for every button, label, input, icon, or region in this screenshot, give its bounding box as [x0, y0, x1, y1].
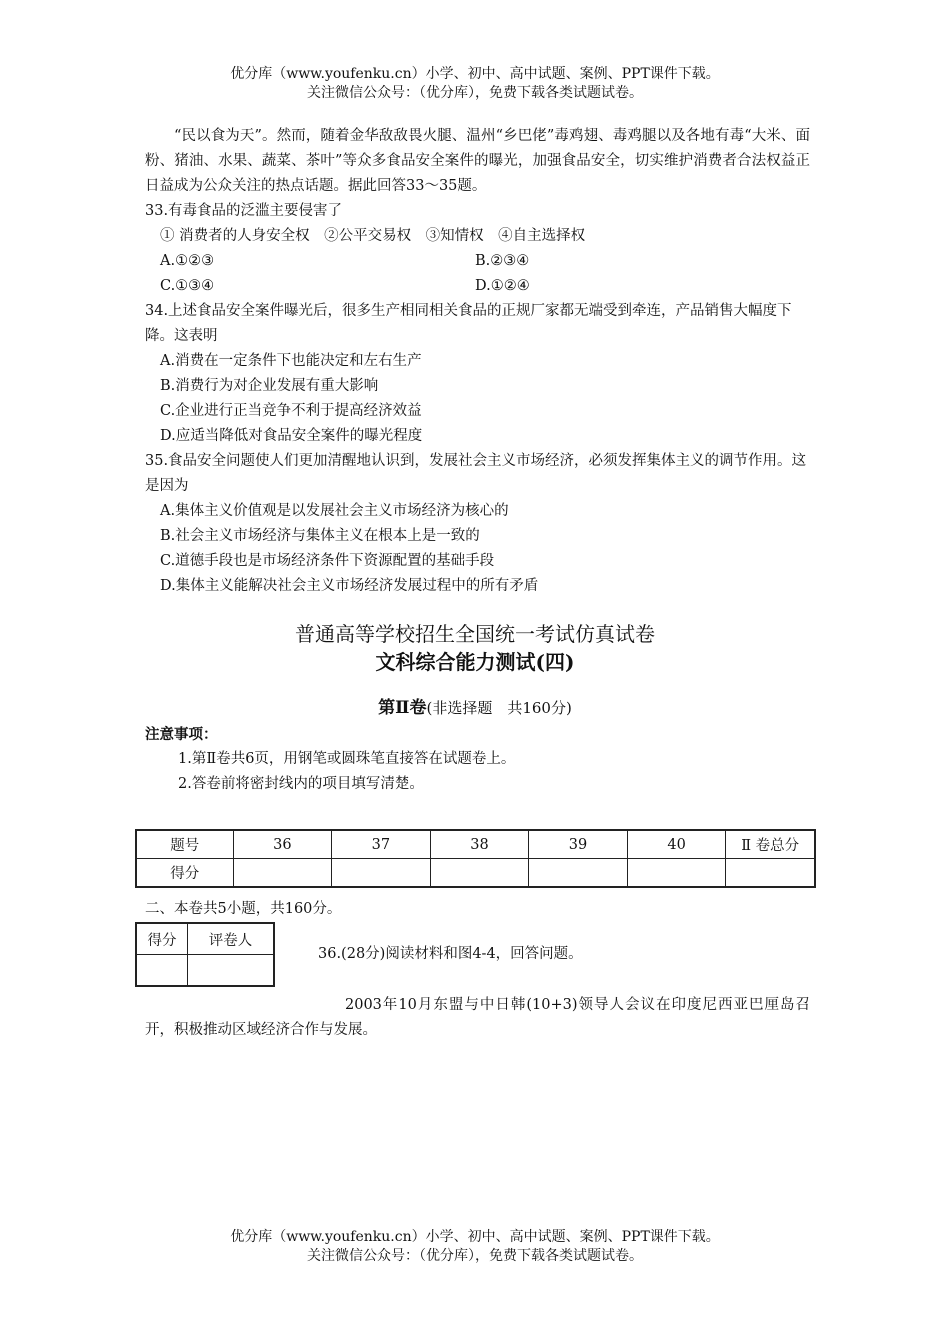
option-a: A.消费在一定条件下也能决定和左右生产 [160, 353, 422, 369]
score-cell-empty[interactable] [529, 859, 628, 888]
option-a: A.①②③ [160, 253, 215, 269]
page-header [0, 65, 950, 103]
table-cell: 题号 [136, 830, 233, 859]
grader-table [135, 922, 275, 987]
part-label: 第Ⅱ卷 [378, 698, 427, 718]
option-d: D.应适当降低对食品安全案件的曝光程度 [160, 428, 423, 444]
section-two-heading: 二、本卷共5小题，共160分。 [145, 901, 342, 917]
question-36-stem: 36.(28分)阅读材料和图4-4，回答问题。 [318, 946, 583, 962]
option-b: B.②③④ [475, 253, 530, 269]
table-row [136, 859, 815, 888]
grader-cell-empty[interactable] [188, 955, 275, 987]
table-row [136, 830, 815, 859]
part-description: (非选择题 共160分) [426, 699, 572, 717]
table-cell: 38 [430, 830, 529, 859]
option-b: B.消费行为对企业发展有重大影响 [160, 378, 379, 394]
table-cell: 得分 [136, 859, 233, 888]
score-cell-empty[interactable] [233, 859, 332, 888]
score-cell-empty[interactable] [136, 955, 188, 987]
exam-subtitle: 文科综合能力测试(四) [375, 650, 575, 674]
score-cell-empty[interactable] [726, 859, 815, 888]
table-cell: Ⅱ 卷总分 [726, 830, 815, 859]
score-table [135, 829, 816, 888]
part-heading [0, 696, 950, 720]
question-33-options-row-1 [145, 249, 810, 274]
option-c: C.道德手段也是市场经济条件下资源配置的基础手段 [160, 553, 495, 569]
option-b: B.社会主义市场经济与集体主义在根本上是一致的 [160, 528, 480, 544]
note-item: 2.答卷前将密封线内的项目填写清楚。 [178, 776, 424, 792]
option-a: A.集体主义价值观是以发展社会主义市场经济为核心的 [160, 503, 509, 519]
question-33-items: ① 消费者的人身安全权 ②公平交易权 ③知情权 ④自主选择权 [160, 228, 586, 244]
table-cell: 40 [627, 830, 726, 859]
note-item: 1.第Ⅱ卷共6页，用钢笔或圆珠笔直接答在试题卷上。 [178, 751, 516, 767]
score-cell-empty[interactable] [627, 859, 726, 888]
option-d: D.集体主义能解决社会主义市场经济发展过程中的所有矛盾 [160, 578, 539, 594]
option-c: C.企业进行正当竞争不利于提高经济效益 [160, 403, 422, 419]
footer-line-2: 关注微信公众号：（优分库），免费下载各类试题试卷。 [307, 1248, 643, 1264]
questions-section [145, 124, 810, 599]
score-cell-empty[interactable] [430, 859, 529, 888]
table-cell: 得分 [136, 923, 188, 955]
question-34-stem: 34.上述食品安全案件曝光后，很多生产相同相关食品的正规厂家都无端受到牵连，产品销售大幅度下降。这表明 [145, 303, 792, 344]
question-36-material: 2003年10月东盟与中日韩(10+3)领导人会议在印度尼西亚巴厘岛召开，积极推动区域经济合作与发展。 [145, 997, 810, 1038]
footer-line-1: 优分库（www.youfenku.cn）小学、初中、高中试题、案例、PPT课件下载。 [230, 1229, 720, 1245]
intro-paragraph: “民以食为天”。然而，随着金华敌敌畏火腿、温州“乡巴佬”毒鸡翅、毒鸡腿以及各地有毒“大米、面粉、猪油、水果、蔬菜、茶叶”等众多食品安全案件的曝光，加强食品安全，切实维护消费者合法权益正日益成为公众关注的热点话题。据此回答33～35题。 [145, 128, 810, 194]
option-d: D.①②④ [475, 278, 530, 294]
option-c: C.①③④ [160, 278, 215, 294]
header-line-1: 优分库（www.youfenku.cn）小学、初中、高中试题、案例、PPT课件下载。 [230, 66, 720, 82]
table-cell: 评卷人 [188, 923, 275, 955]
table-row [136, 955, 274, 987]
page-footer [0, 1228, 950, 1266]
header-line-2: 关注微信公众号：（优分库），免费下载各类试题试卷。 [307, 85, 643, 101]
question-35-stem: 35.食品安全问题使人们更加清醒地认识到，发展社会主义市场经济，必须发挥集体主义的调节作用。这是因为 [145, 453, 807, 494]
table-cell: 37 [332, 830, 431, 859]
exam-title: 普通高等学校招生全国统一考试仿真试卷 [295, 622, 655, 646]
table-row [136, 923, 274, 955]
question-33-options-row-2 [145, 274, 810, 299]
notes-section [145, 722, 810, 797]
notes-heading: 注意事项： [145, 726, 218, 743]
score-cell-empty[interactable] [332, 859, 431, 888]
table-cell: 39 [529, 830, 628, 859]
question-33-stem: 33.有毒食品的泛滥主要侵害了 [145, 203, 343, 219]
table-cell: 36 [233, 830, 332, 859]
